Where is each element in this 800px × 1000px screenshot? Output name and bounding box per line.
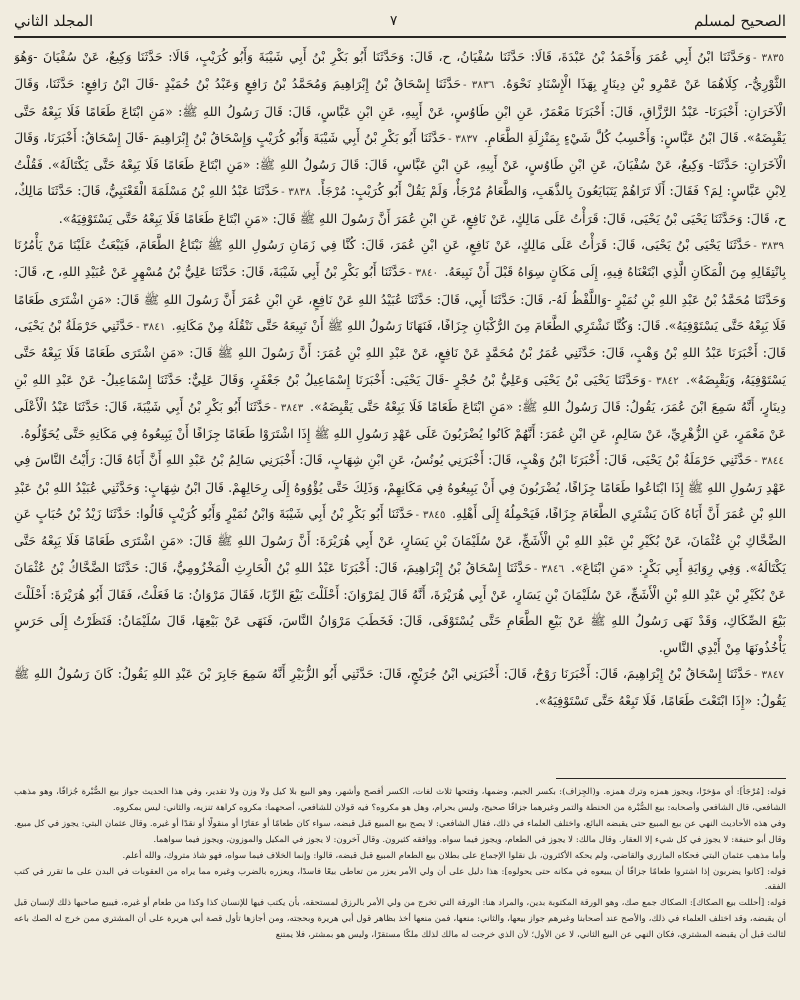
hadith-paragraph: ٣٨٣٩ -حَدَّثَنَا يَحْيَى بْنُ يَحْيَى، قَالَ: قَرَأْتُ عَلَى مَالِكٍ، عَنْ نَافِعٍ، عَنِ ابْنِ عُمَرَ، قَالَ: كُنَّا فِي زَمَانِ رَسُولِ اللهِ ﷺ نَبْتَاعُ الطَّعَامَ، فَيَبْعَثُ عَلَيْنَا مَنْ يَأْمُرُنَا بِانْتِقَالِهِ مِنَ الْمَكَانِ الَّذِي ابْتَعْنَاهُ فِيهِ، إِلَى مَكَانٍ سِوَاهُ قَبْلَ أَنْ نَبِيعَهُ. ٣٨٤٠ -حَدَّثَنَا أَبُو بَكْرِ بْنُ أَبِي شَيْبَةَ، قَالَ: حَدَّثَنَا عَلِيُّ بْنُ مُسْهِرٍ عَنْ عُبَيْدِ اللهِ، ح، قَالَ: وَحَدَّثَنَا مُحَمَّدُ بْنُ عَبْدِ اللهِ بْنِ نُمَيْرٍ -وَاللَّفْظُ لَهُ-، قَالَ: حَدَّثَنَا أَبِي، قَالَ: حَدَّثَنَا عُبَيْدُ اللهِ عَنْ نَافِعٍ، عَنِ ابْنِ عُمَرَ أَنَّ رَسُولَ اللهِ ﷺ قَالَ: «مَنِ اشْتَرَى طَعَامًا فَلَا يَبِعْهُ حَتَّى يَسْتَوْفِيَهُ». قَالَ: وَكُنَّا نَشْتَرِي الطَّعَامَ مِنَ الرُّكْبَانِ جِزَافًا، فَنَهَانَا رَسُولُ اللهِ ﷺ أَنْ نَبِيعَهُ حَتَّى نَنْقُلَهُ مِنْ مَكَانِهِ. ٣٨٤١ -حَدَّثَنِي حَرْمَلَةُ بْنُ يَحْيَى، قَالَ: أَخْبَرَنَا عَبْدُ اللهِ بْنُ وَهْبٍ، قَالَ: حَدَّثَنِي عُمَرُ بْنُ مُحَمَّدٍ عَنْ نَافِعٍ، عَنْ عَبْدِ اللهِ بْنِ عُمَرَ: أَنَّ رَسُولَ اللهِ ﷺ قَالَ: «مَنِ اشْتَرَى طَعَامًا فَلَا يَبِعْهُ حَتَّى يَسْتَوْفِيَهُ، وَيَقْبِضَهُ». ٣٨٤٢ -وَحَدَّثَنَا يَحْيَى بْنُ يَحْيَى وَعَلِيُّ بْنُ حُجْرٍ -قَالَ يَحْيَى: أَخْبَرَنَا إِسْمَاعِيلُ بْنُ جَعْفَرٍ، وَقَالَ عَلِيٌّ: حَدَّثَنَا إِسْمَاعِيلُ- عَنْ عَبْدِ اللهِ بْنِ دِينَارٍ، أَنَّهُ سَمِعَ ابْنَ عُمَرَ، يَقُولُ: قَالَ رَسُولُ اللهِ ﷺ: «مَنِ ابْتَاعَ طَعَامًا فَلَا يَبِعْهُ حَتَّى يَقْبِضَهُ». ٣٨٤٣ -حَدَّثَنَا أَبُو بَكْرِ بْنُ أَبِي شَيْبَةَ، قَالَ: حَدَّثَنَا عَبْدُ الْأَعْلَى عَنْ مَعْمَرٍ، عَنِ الزُّهْرِيِّ، عَنْ سَالِمٍ، عَنِ ابْنِ عُمَرَ: أَنَّهُمْ كَانُوا يُضْرَبُونَ عَلَى عَهْدِ رَسُولِ اللهِ ﷺ إِذَا اشْتَرَوْا طَعَامًا جِزَافًا أَنْ يَبِيعُوهُ فِي مَكَانِهِ حَتَّى يُحَوِّلُوهُ. xyxy=(14,237,786,442)
hadith-number: ٣٨٤٥ - xyxy=(415,509,446,522)
hadith-number: ٣٨٤٣ - xyxy=(273,401,304,414)
hadith-number: ٣٨٣٥ - xyxy=(753,52,785,64)
hadith-text xyxy=(14,44,786,764)
hadith-paragraph: ٣٨٤٤ -حَدَّثَنِي حَرْمَلَةُ بْنُ يَحْيَى، قَالَ: أَخْبَرَنَا ابْنُ وَهْبٍ، قَالَ: أَخْبَرَنِي يُونُسُ، عَنِ ابْنِ شِهَابٍ، قَالَ: أَخْبَرَنِي سَالِمُ بْنُ عَبْدِ اللهِ أَنَّ أَبَاهُ قَالَ: رَأَيْتُ النَّاسَ فِي عَهْدِ رَسُولِ اللهِ ﷺ إِذَا ابْتَاعُوا طَعَامًا جِزَافًا، يُضْرَبُونَ فِي أَنْ يَبِيعُوهُ فِي مَكَانِهِمْ، وَذَلِكَ حَتَّى يُؤْوُوهُ إِلَى رِحَالِهِمْ. قَالَ ابْنُ شِهَابٍ: وَحَدَّثَنِي عُبَيْدُ اللهِ بْنُ عَبْدِ اللهِ بْنِ عُمَرَ أَنَّ أَبَاهُ كَانَ يَشْتَرِي الطَّعَامَ جِزَافًا، فَيَحْمِلُهُ إِلَى أَهْلِهِ. ٣٨٤٥ -حَدَّثَنَا أَبُو بَكْرِ بْنُ أَبِي شَيْبَةَ وَابْنُ نُمَيْرٍ وَأَبُو كُرَيْبٍ قَالُوا: حَدَّثَنَا زَيْدُ بْنُ حُبَابٍ عَنِ الضَّحَّاكِ بْنِ عُثْمَانَ، عَنْ بُكَيْرِ بْنِ عَبْدِ اللهِ بْنِ الْأَشَجِّ، عَنْ سُلَيْمَانَ بْنِ يَسَارٍ، عَنْ أَبِي هُرَيْرَةَ: أَنَّ رَسُولَ اللهِ ﷺ قَالَ: «مَنِ اشْتَرَى طَعَامًا فَلَا يَبِعْهُ حَتَّى يَكْتَالَهُ». وَفِي رِوَايَةِ أَبِي بَكْرٍ: «مَنِ ابْتَاعَ». ٣٨٤٦ -حَدَّثَنَا إِسْحَاقُ بْنُ إِبْرَاهِيمَ، قَالَ: أَخْبَرَنَا عَبْدُ اللهِ بْنُ الْحَارِثِ الْمَخْزُومِيُّ، قَالَ: حَدَّثَنَا الضَّحَّاكُ بْنُ عُثْمَانَ عَنْ بُكَيْرِ بْنِ عَبْدِ اللهِ بْنِ الْأَشَجِّ، عَنْ سُلَيْمَانَ بْنِ يَسَارٍ، عَنْ أَبِي هُرَيْرَةَ، أَنَّهُ قَالَ لِمَرْوَانَ: أَحْلَلْتَ بَيْعَ الرِّبَا، فَقَالَ مَرْوَانُ: مَا فَعَلْتُ، فَقَالَ أَبُو هُرَيْرَةَ: أَحْلَلْتَ بَيْعَ الصِّكَاكِ، وَقَدْ نَهَى رَسُولُ اللهِ ﷺ عَنْ بَيْعِ الطَّعَامِ حَتَّى يُسْتَوْفَى، قَالَ: فَخَطَبَ مَرْوَانُ النَّاسَ، فَنَهَى عَنْ بَيْعِهَا، قَالَ سُلَيْمَانُ: فَنَظَرْتُ إِلَى حَرَسٍ يَأْخُذُونَهَا مِنْ أَيْدِي النَّاسِ. xyxy=(14,452,786,655)
hadith-paragraph: ٣٨٤٧ -حَدَّثَنَا إِسْحَاقُ بْنُ إِبْرَاهِيمَ، قَالَ: أَخْبَرَنَا رَوْحٌ، قَالَ: أَخْبَرَنِي ابْنُ جُرَيْجٍ، قَالَ: حَدَّثَنِي أَبُو الزُّبَيْرِ أَنَّهُ سَمِعَ جَابِرَ بْنَ عَبْدِ اللهِ يَقُولُ: كَانَ رَسُولُ اللهِ ﷺ يَقُولُ: «إِذَا ابْتَعْتَ طَعَامًا، فَلَا تَبِعْهُ حَتَّى تَسْتَوْفِيَهُ». xyxy=(14,665,786,709)
book-title: الصحيح لمسلم xyxy=(694,12,786,30)
hadith-number: ٣٨٤١ - xyxy=(135,320,166,333)
footnote-paragraph: وأما مذهب عثمان البتي فحكاه المازري والقاضي، ولم يحكه الأكثرون، بل نقلوا الإجماع على بطلان بيع الطعام المبيع قبل قبضه، قالوا: وإنما الخلاف فيما سواه، فهو شاذ متروك، والله أعلم. xyxy=(122,850,786,861)
volume-label: المجلد الثاني xyxy=(14,12,94,30)
footnote-paragraph: قوله: [كانوا يضربون إذا اشتروا طعامًا جزافًا أن يبيعوه في مكانه حتى يحولوه]: هذا دليل على أن ولي الأمر يعزر من تعاطى بيعًا فاسدًا، ويعزره بالضرب وغيره مما يراه من العقوبات في البدن على ما تقرر في كتب الفقه. xyxy=(14,866,786,893)
footnote-divider xyxy=(556,778,786,779)
hadith-number: ٣٨٣٧ - xyxy=(448,132,478,145)
hadith-number: ٣٨٤٤ - xyxy=(754,455,784,468)
hadith-number: ٣٨٣٨ - xyxy=(281,186,311,199)
hadith-number: ٣٨٤٧ - xyxy=(753,668,784,681)
hadith-number: ٣٨٤٦ - xyxy=(533,562,565,575)
footnote-paragraph: وفي هذه الأحاديث النهي عن بيع المبيع حتى يقبضه البائع، واختلف العلماء في ذلك، فقال الشافعي: لا يصح بيع المبيع قبل قبضه، سواء كان طعامًا أو عقارًا أو منقولًا أو نقدًا أو غيره. وقال عثمان البتي: يجوز في كل مبيع. وقال أبو حنيفة: لا يجوز في كل شيء إلا العقار. وقال مالك: لا يجوز في الطعام، ويجوز فيما سواه. ووافقه كثيرون. وقال آخرون: لا يجوز في المكيل والموزون، ويجوز فيما سواهما. xyxy=(14,818,786,845)
page-header xyxy=(14,6,786,38)
hadith-number: ٣٨٣٦ - xyxy=(463,79,495,92)
hadith-number: ٣٨٤٠ - xyxy=(408,267,439,280)
footnotes xyxy=(14,785,786,985)
hadith-paragraph: ٣٨٣٥ -وَحَدَّثَنَا ابْنُ أَبِي عُمَرَ وَأَحْمَدُ بْنُ عَبْدَةَ، قَالَا: حَدَّثَنَا سُفْيَانُ، ح، قَالَ: وَحَدَّثَنَا أَبُو بَكْرِ بْنُ أَبِي شَيْبَةَ وَأَبُو كُرَيْبٍ، قَالَا: حَدَّثَنَا وَكِيعٌ، عَنْ سُفْيَانَ -وَهُوَ الثَّوْرِيُّ-، كِلَاهُمَا عَنْ عَمْرِو بْنِ دِينَارٍ بِهَذَا الْإِسْنَادِ نَحْوَهُ. ٣٨٣٦ -حَدَّثَنَا إِسْحَاقُ بْنُ إِبْرَاهِيمَ وَمُحَمَّدُ بْنُ رَافِعٍ وَعَبْدُ بْنُ حُمَيْدٍ -قَالَ ابْنُ رَافِعٍ: حَدَّثَنَا، وَقَالَ الْآخَرَانِ: أَخْبَرَنَا- عَبْدُ الرَّزَّاقِ، قَالَ: أَخْبَرَنَا مَعْمَرٌ، عَنِ ابْنِ طَاوُسٍ، عَنْ أَبِيهِ، عَنِ ابْنِ عَبَّاسٍ، قَالَ: قَالَ رَسُولُ اللهِ ﷺ: «مَنِ ابْتَاعَ طَعَامًا فَلَا يَبِعْهُ حَتَّى يَقْبِضَهُ». قَالَ ابْنُ عَبَّاسٍ: وَأَحْسِبُ كُلَّ شَيْءٍ بِمَنْزِلَةِ الطَّعَامِ. ٣٨٣٧ -حَدَّثَنَا أَبُو بَكْرِ بْنُ أَبِي شَيْبَةَ وَأَبُو كُرَيْبٍ وَإِسْحَاقُ بْنُ إِبْرَاهِيمَ -قَالَ إِسْحَاقُ: أَخْبَرَنَا، وَقَالَ الْآخَرَانِ: حَدَّثَنَا- وَكِيعٌ، عَنْ سُفْيَانَ، عَنِ ابْنِ طَاوُسٍ، عَنْ أَبِيهِ، عَنِ ابْنِ عَبَّاسٍ، قَالَ: قَالَ رَسُولُ اللهِ ﷺ: «مَنِ ابْتَاعَ طَعَامًا فَلَا يَبِعْهُ حَتَّى يَكْتَالَهُ». فَقُلْتُ لِابْنِ عَبَّاسٍ: لِمَ؟ فَقَالَ: أَلَا تَرَاهُمْ يَتَبَايَعُونَ بِالذَّهَبِ، وَالطَّعَامُ مُرْجَأٌ، وَلَمْ يَقُلْ أَبُو كُرَيْبٍ: مُرْجَأً. ٣٨٣٨ -حَدَّثَنَا عَبْدُ اللهِ بْنُ مَسْلَمَةَ الْقَعْنَبِيُّ، قَالَ: حَدَّثَنَا مَالِكٌ، ح، قَالَ: وَحَدَّثَنَا يَحْيَى بْنُ يَحْيَى، قَالَ: قَرَأْتُ عَلَى مَالِكٍ، عَنْ نَافِعٍ، عَنِ ابْنِ عُمَرَ أَنَّ رَسُولَ اللهِ ﷺ قَالَ: «مَنِ ابْتَاعَ طَعَامًا فَلَا يَبِعْهُ حَتَّى يَسْتَوْفِيَهُ». xyxy=(14,49,786,226)
hadith-number: ٣٨٣٩ - xyxy=(753,240,785,253)
footnote-paragraph: قوله: [أحللت بيع الصكاك]: الصكاك جمع صك، وهو الورقة المكتوبة بدين، والمراد هنا: الورقة التي تخرج من ولي الأمر بالرزق لمستحقه، بأن يكتب فيها للإنسان كذا وكذا من طعام أو غيره، فيبيع صاحبها ذلك لإنسان قبل أن يقبضه، وقد اختلف العلماء في ذلك، والأصح عند أصحابنا وغيرهم جواز بيعها، والثاني: منعها، فمن منعها أخذ بظاهر قول أبي هريرة وبحجته، ومن أجازها تأول قصة أبي هريرة على أن المشتري ممن خرج له الصك باعه لثالث قبل أن يقبضه المشتري، فكان النهي عن البيع الثاني، لا عن الأول؛ لأن الذي خرجت له مالك لذلك ملكًا مستقرًا، وليس هو بمشتر، فلا يمتنع xyxy=(14,898,786,941)
footnote-paragraph: قوله: [مُرْجَأ]: أي مؤخرًا، ويجوز همزه وترك همزه. و(الجِزاف): بكسر الجيم، وضمها، وفتحها ثلاث لغات، الكسر أفصح وأشهر، وهو البيع بلا كيل ولا وزن ولا تقدير، وفي هذا الحديث جواز بيع الصُّبْرة جُزافًا، وهو مذهب الشافعي، قال الشافعي وأصحابه: بيع الصُّبْرة من الحنطة والتمر وغيرهما جزافًا صحيح، وليس بحرام، وهل هو مكروه؟ فيه قولان للشافعي، أصحهما: مكروه كراهة تنزيه، والثاني: ليس بمكروه. xyxy=(14,787,786,813)
page-number: ٧ xyxy=(389,13,398,29)
hadith-number: ٣٨٤٢ - xyxy=(648,374,679,387)
